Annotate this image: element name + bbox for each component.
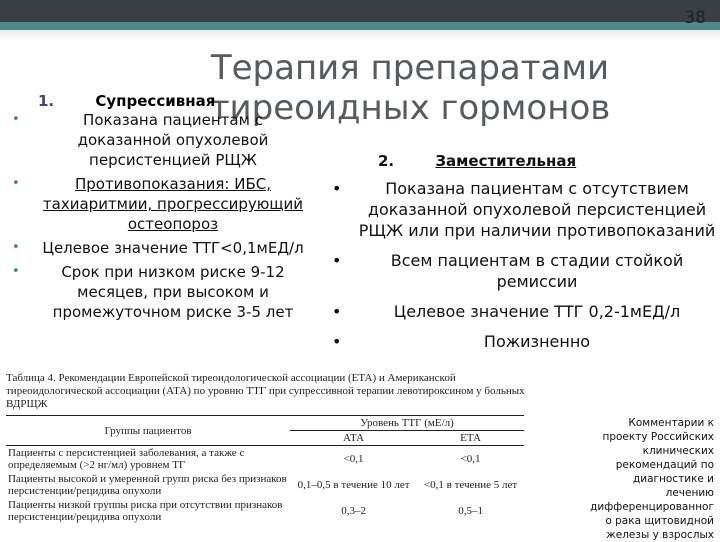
slide-accent-shadow: [0, 30, 720, 40]
list-item: [332, 178, 716, 241]
list-item: [12, 174, 312, 234]
bullet-icon: •: [12, 240, 20, 255]
tsh-recommendations-table: [6, 372, 526, 540]
bullet-icon: •: [332, 251, 342, 270]
list-item-text: Показана пациентам с доказанной опухолевой персистенцией РЩЖ: [77, 111, 269, 169]
cell-ata: 0,1–0,5 в течение 10 лет: [297, 479, 410, 491]
slide-title: Терапия препаратами тиреоидных гормонов: [209, 48, 611, 128]
section-number: 2.: [378, 152, 395, 170]
list-item: [332, 331, 716, 352]
column-header-eta: ЕТА: [460, 432, 481, 444]
bullet-icon: •: [332, 302, 342, 321]
cell-eta: <0,1: [460, 453, 481, 465]
slide-number: 38: [684, 8, 706, 28]
bullet-icon: •: [12, 112, 20, 127]
column-header-level: Уровень ТТГ (мЕ/л): [360, 417, 454, 429]
section-heading-text: Супрессивная: [95, 92, 216, 110]
list-item-text: Срок при низком риске 9-12 месяцев, при высоком и промежуточном риске 3-5 лет: [52, 263, 294, 321]
table-row: [6, 446, 524, 473]
list-item: [12, 110, 312, 170]
bullet-icon: •: [332, 332, 342, 351]
table-row: [6, 498, 524, 524]
column-header-group: Группы пациентов: [6, 416, 290, 446]
suppressive-list: [12, 110, 312, 326]
list-item-text: Пожизненно: [483, 332, 591, 351]
bullet-icon: •: [332, 179, 342, 198]
section-replacement-heading: [378, 152, 576, 170]
cell-ata: <0,1: [343, 453, 364, 465]
list-item-text: Целевое значение ТТГ 0,2-1мЕД/л: [393, 302, 681, 321]
table-caption: Таблица 4. Рекомендации Европейской тиреоидологической ассоциации (ЕТА) и Американской тиреоидологической ассоциации (АТА) по уровню ТТГ при супрессивной терапии левотироксином у больных ВДРЩЖ: [6, 372, 525, 410]
cell-eta: 0,5–1: [458, 505, 483, 517]
list-item: [332, 301, 716, 322]
list-item: [12, 238, 312, 258]
slide-top-bar: [0, 0, 720, 22]
bullet-icon: •: [12, 176, 20, 191]
cell-group: Пациенты низкой группы риска при отсутствии признаков персистенции/рецидива опухоли: [8, 499, 283, 523]
source-note: Комментарии к проекту Российских клинических рекомендаций по диагностике и лечению дифференцированног о рака щитовидной железы у взрослых: [590, 417, 714, 541]
cell-group: Пациенты высокой и умеренной групп риска без признаков персистенции/рецидива опухоли: [8, 473, 287, 497]
list-item-text: Целевое значение ТТГ<0,1мЕД/л: [42, 239, 304, 257]
section-number: 1.: [38, 92, 55, 110]
table-row: [6, 472, 524, 498]
list-item-text: Показана пациентам с отсутствием доказанной опухолевой персистенцией РЩЖ или при наличии противопоказаний: [358, 179, 716, 240]
list-item: [332, 250, 716, 292]
slide-accent-bar: [0, 22, 720, 30]
section-heading-text: Заместительная: [435, 152, 577, 170]
table: [6, 415, 524, 524]
cell-ata: 0,3–2: [341, 505, 366, 517]
table-header-row: [6, 416, 524, 431]
section-suppressive-heading: [38, 92, 215, 110]
list-item: [12, 262, 312, 322]
cell-eta: <0,1 в течение 5 лет: [423, 479, 518, 491]
bullet-icon: •: [12, 264, 20, 279]
list-item-text: Противопоказания: ИБС, тахиаритмии, прогрессирующий остеопороз: [42, 175, 304, 233]
replacement-list: [332, 178, 716, 361]
list-item-text: Всем пациентам в стадии стойкой ремиссии: [390, 251, 684, 291]
cell-group: Пациенты с персистенцией заболевания, а также с определяемым (>2 нг/мл) уровнем ТГ: [8, 447, 245, 471]
column-header-ata: АТА: [343, 432, 365, 444]
